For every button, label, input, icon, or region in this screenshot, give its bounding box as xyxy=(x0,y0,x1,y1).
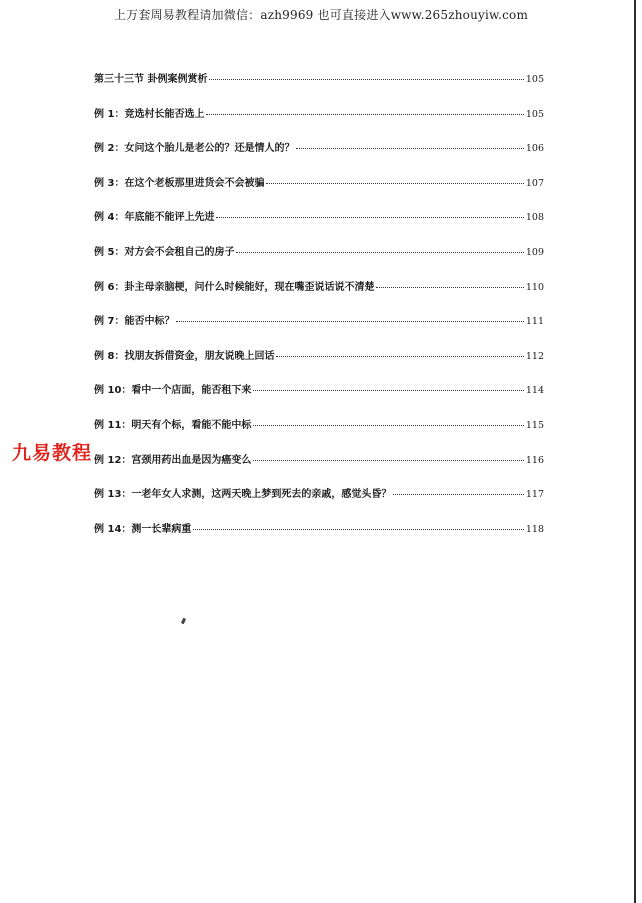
toc-entry-page: 112 xyxy=(525,350,544,362)
toc-entry-page: 109 xyxy=(525,246,544,258)
toc-leader-dots xyxy=(236,252,523,253)
toc-entry-title: 例 13：一老年女人求测，这两天晚上梦到死去的亲戚，感觉头昏？ xyxy=(94,489,392,501)
toc-leader-dots xyxy=(376,287,523,288)
toc-entry-title: 例 3：在这个老板那里进货会不会被骗 xyxy=(94,177,265,189)
toc-entry[interactable] xyxy=(94,347,544,382)
toc-leader-dots xyxy=(216,217,523,218)
toc-entry[interactable] xyxy=(94,485,544,520)
toc-entry-page: 106 xyxy=(525,143,544,155)
toc-entry-title: 例 12：宫颈用药出血是因为癌变么 xyxy=(94,454,252,466)
toc-entry-title: 例 5：对方会不会租自己的房子 xyxy=(94,246,235,258)
toc-entry-title: 例 2：女问这个胎儿是老公的？还是情人的？ xyxy=(94,143,295,155)
toc-entry[interactable] xyxy=(94,70,544,105)
watermark-logo: 九易教程 xyxy=(10,438,94,465)
toc-leader-dots xyxy=(206,114,523,115)
toc-entry[interactable] xyxy=(94,416,544,451)
toc-entry-title: 例 4：年底能不能评上先进 xyxy=(94,212,215,224)
toc-entry[interactable] xyxy=(94,139,544,174)
toc-leader-dots xyxy=(209,79,523,80)
toc-entry[interactable] xyxy=(94,381,544,416)
toc-entry-page: 108 xyxy=(525,212,544,224)
toc-entry[interactable] xyxy=(94,278,544,313)
toc-entry-title: 例 6：卦主母亲脑梗，问什么时候能好，现在嘴歪说话说不清楚 xyxy=(94,281,375,293)
toc-leader-dots xyxy=(253,460,523,461)
toc-leader-dots xyxy=(393,494,523,495)
toc-entry-title: 例 10：看中一个店面，能否租下来 xyxy=(94,385,252,397)
toc-entry-page: 105 xyxy=(525,108,544,120)
page-header-note: 上万套周易教程请加微信：azh9969 也可直接进入www.265zhouyiw.com xyxy=(113,8,529,22)
page-edge-border xyxy=(634,0,636,903)
toc-leader-dots xyxy=(276,356,523,357)
toc-entry-title: 例 1：竞选村长能否选上 xyxy=(94,108,205,120)
toc-entry-page: 118 xyxy=(525,523,544,535)
table-of-contents xyxy=(94,70,544,554)
toc-entry[interactable] xyxy=(94,105,544,140)
toc-leader-dots xyxy=(176,321,523,322)
toc-entry-page: 105 xyxy=(525,74,544,85)
toc-entry-page: 117 xyxy=(525,489,544,501)
toc-entry-page: 114 xyxy=(525,385,544,397)
toc-entry[interactable] xyxy=(94,520,544,555)
toc-entry-page: 116 xyxy=(525,454,544,466)
toc-entry[interactable] xyxy=(94,451,544,486)
toc-entry-title: 例 7：能否中标？ xyxy=(94,316,175,328)
toc-leader-dots xyxy=(253,425,523,426)
toc-entry[interactable] xyxy=(94,243,544,278)
toc-entry-title: 例 11：明天有个标，看能不能中标 xyxy=(94,419,252,431)
scan-speck xyxy=(181,618,186,625)
toc-leader-dots xyxy=(193,529,523,530)
toc-entry-title: 例 8：找朋友拆借资金，朋友说晚上回话 xyxy=(94,350,275,362)
toc-entry-page: 111 xyxy=(525,316,544,328)
toc-entry[interactable] xyxy=(94,174,544,209)
toc-entry-title: 例 14：测一长辈病重 xyxy=(94,523,192,535)
toc-entry-title: 第三十三节 卦例案例赏析 xyxy=(94,74,208,85)
toc-entry-page: 115 xyxy=(525,419,544,431)
toc-leader-dots xyxy=(296,148,523,149)
toc-entry-page: 110 xyxy=(525,281,544,293)
toc-entry[interactable] xyxy=(94,208,544,243)
toc-entry[interactable] xyxy=(94,312,544,347)
toc-leader-dots xyxy=(253,390,523,391)
toc-leader-dots xyxy=(266,183,523,184)
toc-entry-page: 107 xyxy=(525,177,544,189)
